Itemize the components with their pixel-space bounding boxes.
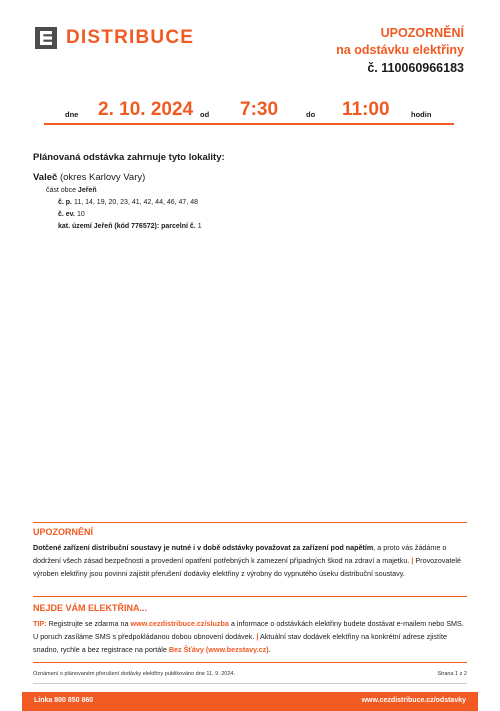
town-name: Valeč	[33, 172, 58, 183]
label-day: dne	[65, 110, 79, 119]
time-from: 7:30	[240, 99, 279, 120]
house-numbers-value: 11, 14, 19, 20, 23, 41, 42, 44, 46, 47, 48	[73, 199, 198, 206]
locality-town	[33, 172, 145, 183]
warning-text-2: Provozovatelé výroben elektřiny jsou povinni zajistit přerušení dodávky elektřiny z výrobny do vypnutého úseku distribuční soustavy.	[33, 556, 461, 578]
warning-title: UPOZORNĚNÍ	[33, 527, 94, 537]
page-indicator: Strana 1 z 2	[437, 671, 467, 677]
evidence-numbers-value: 10	[76, 211, 85, 218]
parcel-numbers	[58, 223, 202, 230]
published-note: Oznámení o plánovaném přerušení dodávky elektřiny publikováno dne 11. 9. 2024.	[33, 671, 235, 677]
tip-divider	[33, 596, 467, 597]
notice-subtitle: na odstávku elektřiny	[336, 43, 464, 57]
locality-heading: Plánovaná odstávka zahrnuje tyto lokality:	[33, 152, 225, 163]
tip-title: NEJDE VÁM ELEKTŘINA...	[33, 603, 148, 613]
label-hours: hodin	[411, 110, 432, 119]
notice-title: UPOZORNĚNÍ	[380, 26, 464, 40]
tip-label: TIP:	[33, 619, 47, 628]
tip-text-3: Aktuální stav dodávek elektřiny na konkrétní adrese zjistíte snadno, rychle a bez registrace na portále	[33, 632, 447, 654]
evidence-numbers	[58, 211, 85, 218]
town-district: (okres Karlovy Vary)	[59, 172, 146, 183]
tip-separator: |	[256, 632, 259, 641]
tip-text-1: Registrujte se zdarma na	[48, 619, 129, 628]
schedule-row	[44, 101, 454, 121]
bez-stavy-link[interactable]: (www.bezstavy.cz)	[205, 645, 269, 654]
notice-header	[336, 25, 464, 77]
warning-divider	[33, 522, 467, 523]
tip-end: .	[268, 645, 271, 654]
brand-name: DISTRIBUCE	[66, 27, 195, 48]
part-label: část obce	[46, 187, 76, 194]
time-to: 11:00	[342, 99, 390, 120]
house-numbers-label: č. p.	[58, 199, 73, 206]
bez-stavy-brand: Bez Šťávy	[168, 645, 204, 654]
label-to: do	[306, 110, 316, 119]
warning-bold-intro: Dotčené zařízení distribuční soustavy je nutné i v době odstávky považovat za zařízení pod napětím	[33, 543, 374, 552]
parcel-value: 1	[197, 223, 202, 230]
warning-text	[33, 541, 467, 580]
footer-rule	[33, 683, 467, 684]
locality-part	[46, 187, 97, 194]
evidence-numbers-label: č. ev.	[58, 211, 75, 218]
part-name: Jeřeň	[77, 187, 97, 194]
notice-number: č. 110060966183	[367, 61, 464, 75]
brand-logo	[35, 27, 194, 49]
schedule-underline	[44, 123, 454, 125]
tip-text	[33, 617, 467, 656]
tip-text-2: a informace o odstávkách elektřiny budete dostávat e-mailem nebo SMS. U poruch zasíláme SMS s předpokládanou dobou obnovení dodávek.	[33, 619, 464, 641]
warning-separator: |	[411, 556, 414, 565]
parcel-label: kat. území Jeřeň (kód 776572): parcelní č.	[58, 223, 196, 230]
footer-bar	[22, 692, 478, 711]
label-from: od	[200, 110, 210, 119]
website-link[interactable]: www.cezdistribuce.cz/odstavky	[361, 697, 466, 704]
registration-link[interactable]: www.cezdistribuce.cz/sluzba	[130, 619, 229, 628]
house-numbers	[58, 199, 198, 206]
outage-date: 2. 10. 2024	[98, 99, 194, 120]
warning-text-1: , a proto vás žádáme o dodržení všech zásad bezpečnosti a provedení opatření potřebných k zamezení případných škod na zdraví a majetku.	[33, 543, 447, 565]
footer-divider	[33, 662, 467, 663]
cez-logo-icon	[35, 27, 57, 49]
hotline: Linka 800 850 860	[34, 697, 94, 704]
